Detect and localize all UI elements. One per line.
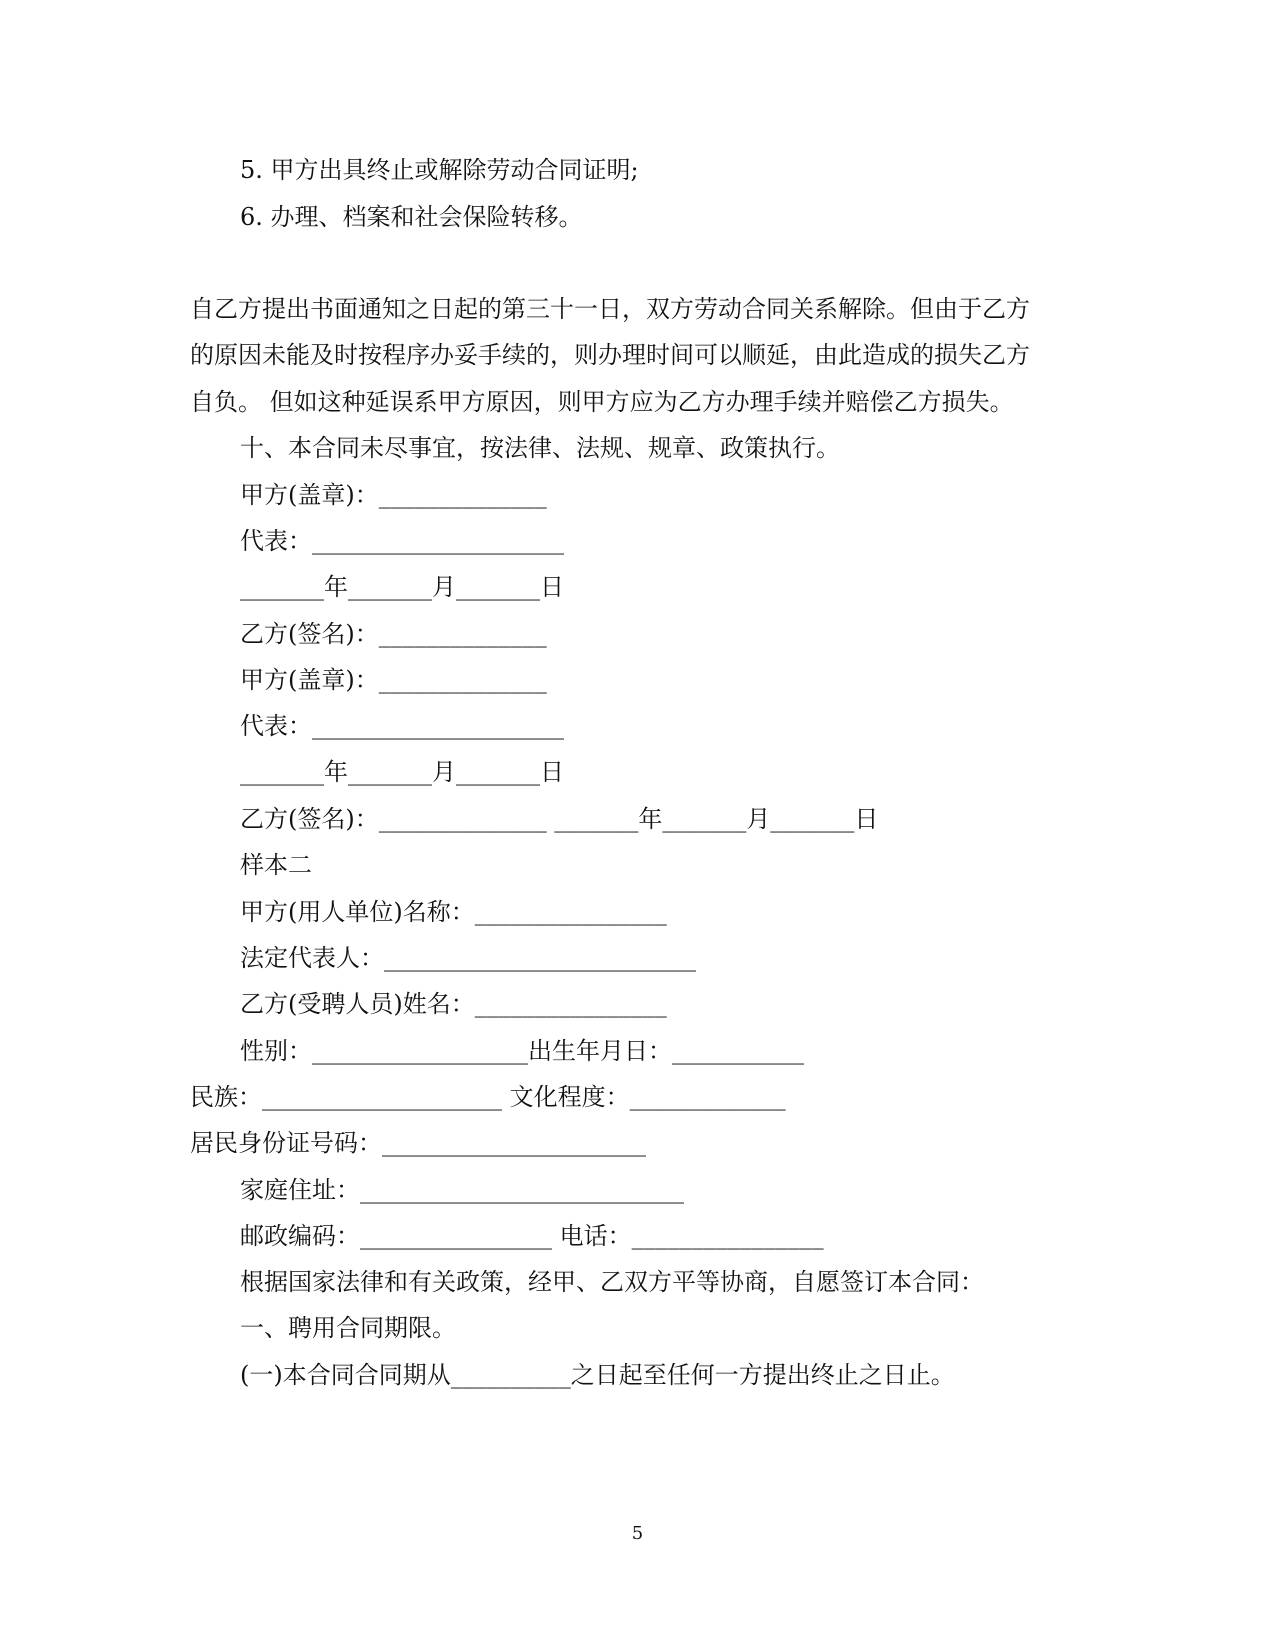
text-line: 自乙方提出书面通知之日起的第三十一日，双方劳动合同关系解除。但由于乙方 (190, 295, 1030, 323)
signature-field: 甲方(盖章)：______________ (240, 666, 547, 694)
form-field: 居民身份证号码：______________________ (190, 1129, 646, 1157)
form-field: 法定代表人：__________________________ (240, 944, 696, 972)
text-line: 根据国家法律和有关政策，经甲、乙双方平等协商，自愿签订本合同： (240, 1268, 984, 1296)
form-field: 民族：____________________ 文化程度：_____________ (190, 1083, 786, 1111)
text-line: 的原因未能及时按程序办妥手续的，则办理时间可以顺延，由此造成的损失乙方 (190, 341, 1030, 369)
signature-field: 乙方(签名)：______________ _______年_______月_______日 (240, 805, 879, 833)
signature-field: 乙方(签名)：______________ (240, 620, 547, 648)
form-field: 家庭住址：___________________________ (240, 1176, 684, 1204)
text-line: 自负。 但如这种延误系甲方原因，则甲方应为乙方办理手续并赔偿乙方损失。 (190, 388, 1014, 416)
text-line: 5. 甲方出具终止或解除劳动合同证明; (240, 156, 639, 184)
form-field: 邮政编码：________________ 电话：________________ (240, 1222, 824, 1250)
form-field: 甲方(用人单位)名称：________________ (240, 898, 667, 926)
text-line: 一、聘用合同期限。 (240, 1314, 456, 1342)
text-line: 6. 办理、档案和社会保险转移。 (240, 203, 583, 231)
signature-field: 代表：_____________________ (240, 527, 564, 555)
form-field: 乙方(受聘人员)姓名：________________ (240, 990, 667, 1018)
signature-field: 甲方(盖章)：______________ (240, 481, 547, 509)
date-field: _______年_______月_______日 (240, 758, 564, 786)
text-line: 十、本合同未尽事宜，按法律、法规、规章、政策执行。 (240, 434, 840, 462)
signature-field: 代表：_____________________ (240, 712, 564, 740)
date-field: _______年_______月_______日 (240, 573, 564, 601)
form-field: 性别：__________________出生年月日：___________ (240, 1037, 804, 1065)
text-line: (一)本合同合同期从__________之日起至任何一方提出终止之日止。 (240, 1361, 955, 1389)
section-heading: 样本二 (240, 851, 312, 879)
page-number: 5 (631, 1523, 644, 1544)
